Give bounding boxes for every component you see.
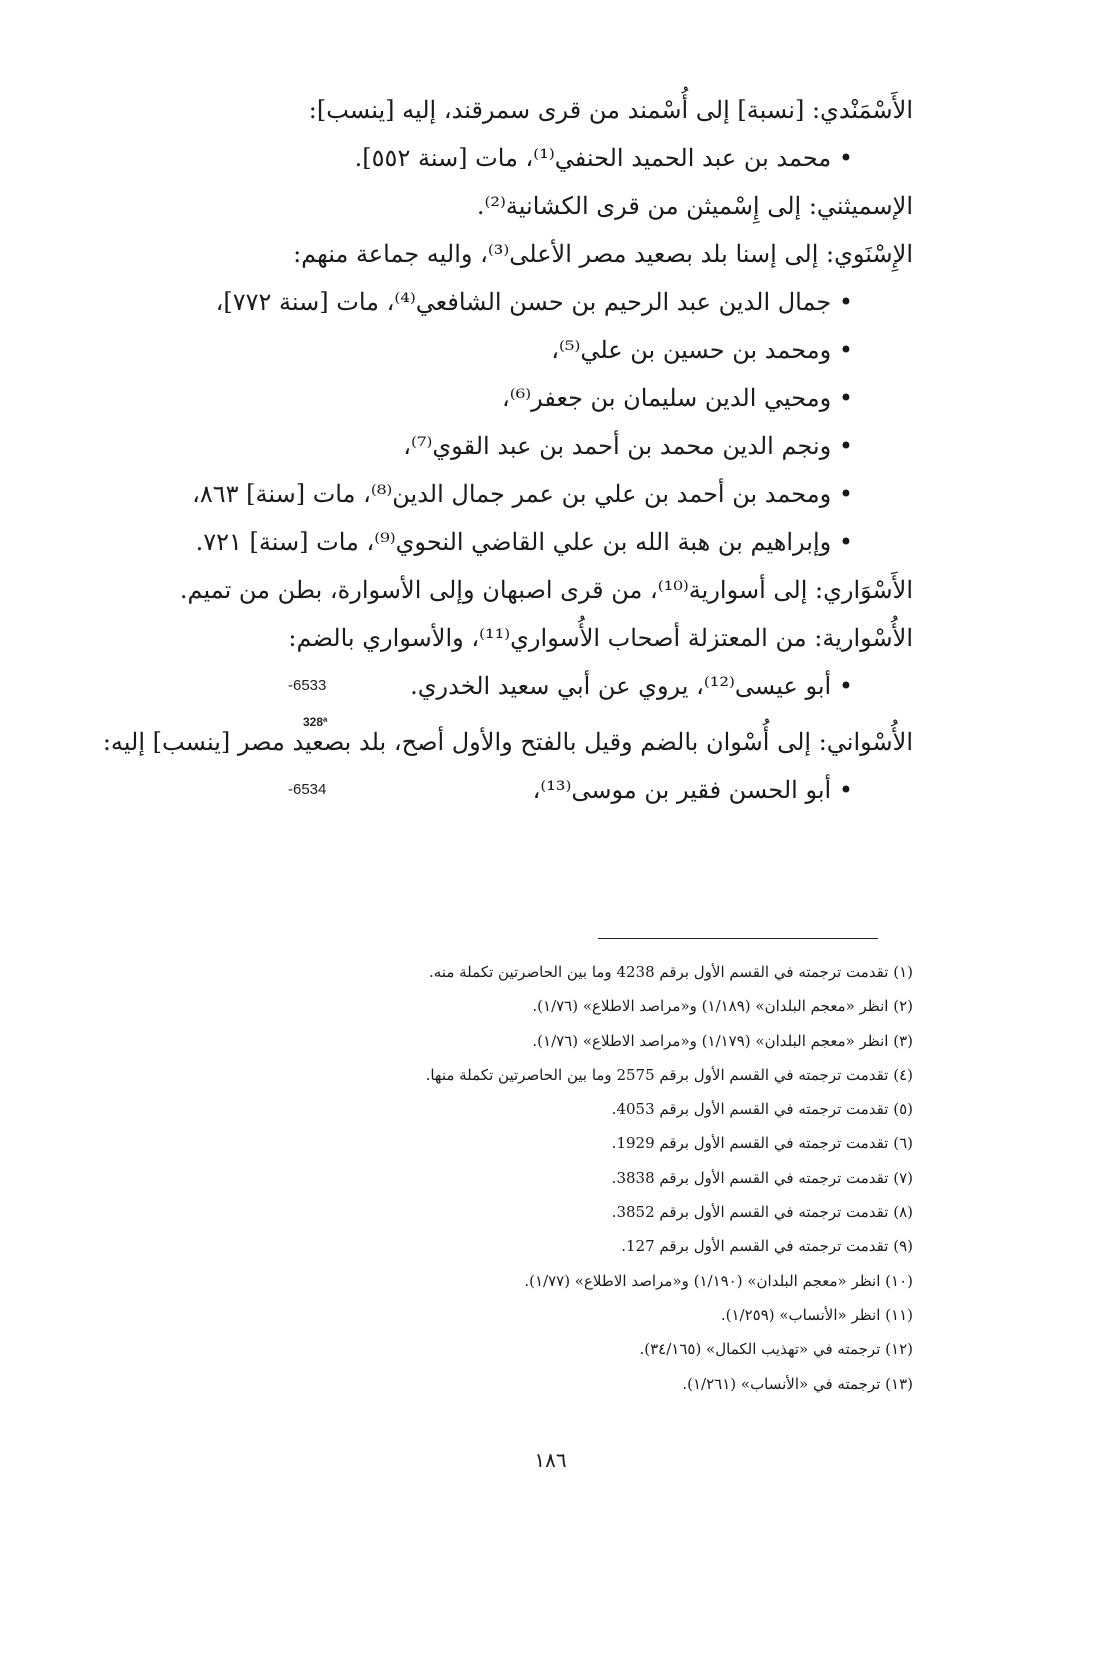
- footnote: (١٠) انظر «معجم البلدان» (١/١٩٠) و«مراصد الاطلاع» (١/٧٧).: [524, 1271, 913, 1290]
- heading-ismithni: الإسميثني: إلى إِسْميثن من قرى الكشانية⁽²⁾.: [476, 192, 913, 220]
- footnote: (١) تقدمت ترجمته في القسم الأول برقم 4238 وما بين الحاصرتين تكملة منه.: [429, 963, 913, 981]
- heading-isnawi: الإِسْنَوي: إلى إسنا بلد بصعيد مصر الأعلى⁽³⁾، واليه جماعة منهم:: [293, 240, 913, 268]
- footnote: (٢) انظر «معجم البلدان» (١/١٨٩) و«مراصد الاطلاع» (١/٧٦).: [532, 997, 913, 1016]
- footnote: (١٣) ترجمته في «الأنساب» (١/٢٦١).: [682, 1374, 913, 1393]
- heading-aswani: الأُسْواني: إلى أُسْوان بالضم وقيل بالفتح والأول أصح، بلد بصعيد مصر [ينسب] إليه:: [102, 728, 913, 756]
- heading-aswariyya: الأُسْوارية: من المعتزلة أصحاب الأُسواري⁽¹¹⁾، والأسواري بالضم:: [288, 624, 913, 652]
- heading-asmandi: الأَسْمَنْدي: [نسبة] إلى أُسْمند من قرى سمرقند، إليه [ينسب]:: [308, 96, 913, 124]
- footnote-separator: [598, 938, 878, 939]
- entry-line: • جمال الدين عبد الرحيم بن حسن الشافعي⁽⁴⁾، مات [سنة ٧٧٢]،: [215, 288, 853, 316]
- entry-line-6533: • أبو عيسى⁽¹²⁾، يروي عن أبي سعيد الخدري. -6533 328ª: [133, 662, 913, 710]
- entry-line: • ومحيي الدين سليمان بن جعفر⁽⁶⁾،: [501, 384, 853, 412]
- footnote: (٦) تقدمت ترجمته في القسم الأول برقم 1929.: [611, 1134, 913, 1153]
- footnote: (٥) تقدمت ترجمته في القسم الأول برقم 4053.: [611, 1100, 913, 1119]
- entry-number: -6534: [288, 781, 327, 798]
- entry-line: • ومحمد بن أحمد بن علي بن عمر جمال الدين⁽⁸⁾، مات [سنة] ٨٦٣،: [192, 480, 853, 508]
- entry-line: • ونجم الدين محمد بن أحمد بن عبد القوي⁽⁷⁾،: [403, 432, 853, 460]
- footnote: (٤) تقدمت ترجمته في القسم الأول برقم 2575 وما بين الحاصرتين تكملة منها.: [425, 1065, 913, 1084]
- main-text: [102, 86, 913, 814]
- entry-line: • وإبراهيم بن هبة الله بن علي القاضي النحوي⁽⁹⁾، مات [سنة] ٧٢١.: [195, 528, 853, 556]
- footnote: (٧) تقدمت ترجمته في القسم الأول برقم 3838.: [611, 1168, 913, 1187]
- folio-marker: 328ª: [303, 715, 328, 729]
- footnote: (٣) انظر «معجم البلدان» (١/١٧٩) و«مراصد الاطلاع» (١/٧٦).: [532, 1031, 913, 1050]
- entry-line: • ومحمد بن حسين بن علي⁽⁵⁾،: [551, 336, 853, 364]
- page-number: ١٨٦: [534, 1448, 567, 1472]
- footnote: (١٢) ترجمته في «تهذيب الكمال» (٣٤/١٦٥).: [639, 1340, 913, 1359]
- entry-line-6534: • أبو الحسن فقير بن موسى⁽¹³⁾، -6534: [133, 766, 913, 814]
- footnote: (٩) تقدمت ترجمته في القسم الأول برقم 127.: [621, 1237, 913, 1256]
- footnotes: [133, 955, 913, 1401]
- entry-line: • محمد بن عبد الحميد الحنفي⁽¹⁾، مات [سنة ٥٥٢].: [354, 144, 853, 172]
- footnote: (١١) انظر «الأنساب» (١/٢٥٩).: [720, 1305, 913, 1324]
- heading-aswari: الأَسْوَاري: إلى أسوارية⁽¹⁰⁾، من قرى اصبهان وإلى الأسوارة، بطن من تميم.: [179, 576, 913, 604]
- entry-number: -6533: [288, 677, 327, 694]
- footnote: (٨) تقدمت ترجمته في القسم الأول برقم 3852.: [611, 1203, 913, 1222]
